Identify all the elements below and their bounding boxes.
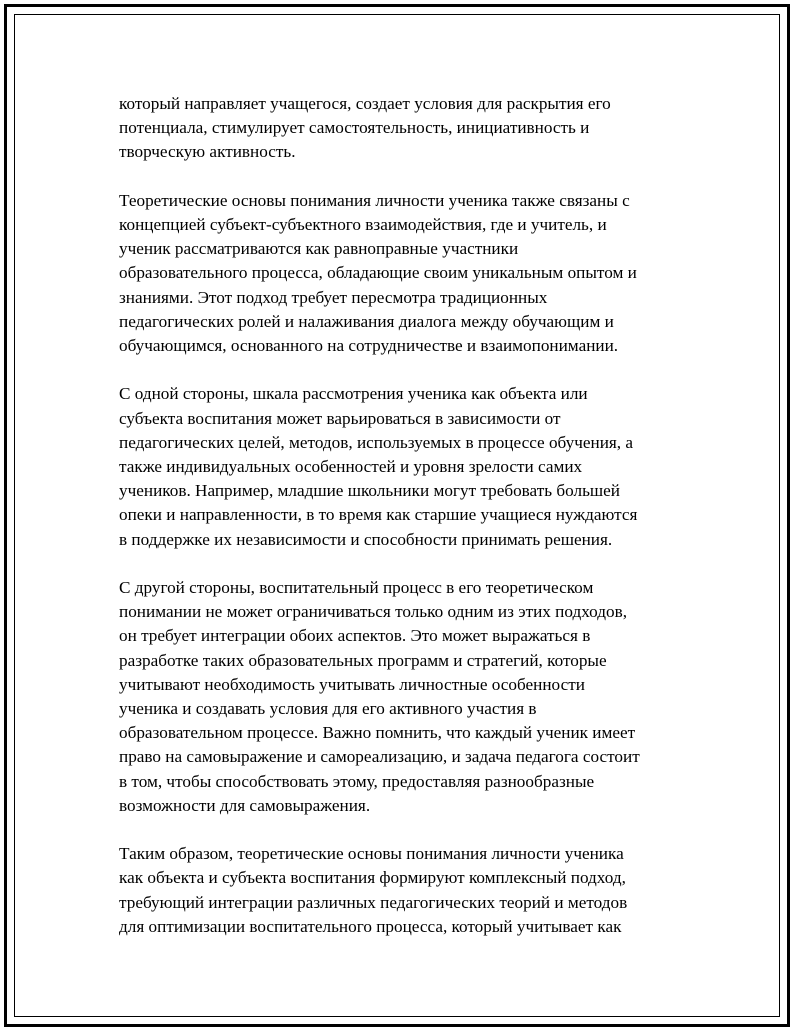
paragraph-2 bbox=[119, 189, 691, 358]
text-line: Теоретические основы понимания личности ученика также связаны с bbox=[119, 190, 630, 210]
paragraph-1 bbox=[119, 92, 691, 165]
text-line: для оптимизации воспитательного процесса, который учитывает как bbox=[119, 916, 622, 936]
text-line: потенциала, стимулирует самостоятельность, инициативность и bbox=[119, 118, 590, 138]
text-line: С одной стороны, шкала рассмотрения ученика как объекта или bbox=[119, 384, 588, 404]
text-line: как объекта и субъекта воспитания формируют комплексный подход, bbox=[119, 868, 626, 888]
paragraph-3 bbox=[119, 382, 691, 551]
text-line: концепцией субъект-субъектного взаимодействия, где и учитель, и bbox=[119, 215, 607, 234]
text-line: в том, чтобы способствовать этому, предоставляя разнообразные bbox=[119, 771, 595, 791]
paragraph-4 bbox=[119, 576, 691, 818]
text-line: ученик рассматриваются как равноправные участники bbox=[119, 239, 519, 259]
text-line: Таким образом, теоретические основы понимания личности ученика bbox=[119, 844, 624, 864]
text-line: педагогических ролей и налаживания диалога между обучающим и bbox=[119, 311, 614, 331]
text-line: образовательном процессе. Важно помнить, что каждый ученик имеет bbox=[119, 723, 636, 743]
text-line: образовательного процесса, обладающие своим уникальным опытом и bbox=[119, 263, 637, 283]
text-line: опеки и направленности, в то время как старшие учащиеся нуждаются bbox=[119, 505, 638, 525]
text-line: учитывают необходимость учитывать личностные особенности bbox=[119, 674, 585, 694]
text-line: ученика и создавать условия для его активного участия в bbox=[119, 699, 537, 719]
text-line: право на самовыражение и самореализацию, и задача педагога состоит bbox=[119, 747, 640, 767]
text-line: который направляет учащегося, создает условия для раскрытия его bbox=[119, 94, 611, 113]
text-line: обучающимся, основанного на сотрудничестве и взаимопонимании. bbox=[119, 336, 619, 356]
text-line: требующий интеграции различных педагогических теорий и методов bbox=[119, 892, 628, 912]
text-line: также индивидуальных особенностей и уровня зрелости самих bbox=[119, 457, 583, 477]
text-line: в поддержке их независимости и способности принимать решения. bbox=[119, 529, 613, 549]
document-body bbox=[119, 92, 691, 963]
text-line: творческую активность. bbox=[119, 142, 296, 162]
text-line: субъекта воспитания может варьироваться в зависимости от bbox=[119, 408, 561, 428]
text-line: понимании не может ограничиваться только одним из этих подходов, bbox=[119, 602, 628, 622]
paragraph-5 bbox=[119, 842, 691, 939]
text-line: знаниями. Этот подход требует пересмотра традиционных bbox=[119, 287, 548, 307]
text-line: разработке таких образовательных программ и стратегий, которые bbox=[119, 650, 607, 670]
text-line: он требует интеграции обоих аспектов. Это может выражаться в bbox=[119, 626, 591, 646]
text-line: учеников. Например, младшие школьники могут требовать большей bbox=[119, 481, 620, 501]
text-line: педагогических целей, методов, используемых в процессе обучения, а bbox=[119, 432, 634, 452]
text-line: С другой стороны, воспитательный процесс в его теоретическом bbox=[119, 578, 594, 598]
text-line: возможности для самовыражения. bbox=[119, 795, 371, 815]
